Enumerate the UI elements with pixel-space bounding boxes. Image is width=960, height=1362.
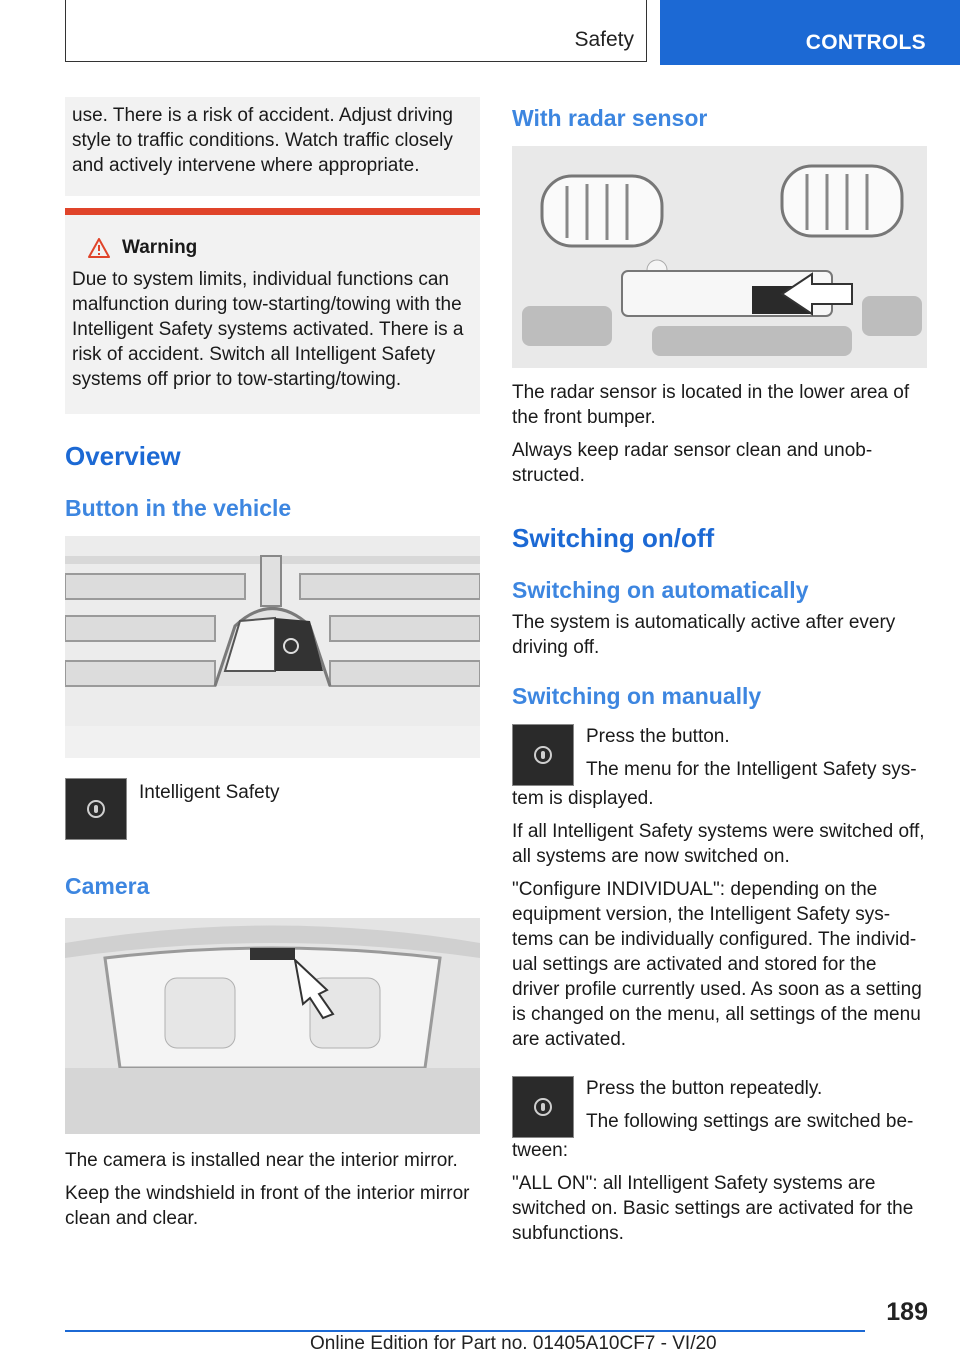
repeat-paragraph-1: Press the button repeatedly.: [586, 1078, 823, 1099]
camera-illustration: [65, 918, 480, 1134]
header-section-title: Safety: [574, 28, 634, 51]
intelligent-safety-icon: [65, 778, 127, 840]
radar-paragraph-2: Always keep radar sensor clean and unob-structed.: [512, 440, 873, 486]
intelligent-safety-icon: [512, 724, 574, 786]
switching-heading: Switching on/off: [512, 523, 715, 553]
warning-triangle-icon: [88, 238, 110, 258]
header-frame: [65, 0, 647, 62]
note-text: use. There is a risk of accident. Adjust driving style to traffic conditions. Watch traffic closely and actively intervene where appropriate.: [72, 105, 453, 176]
camera-paragraph-1: The camera is installed near the interior mirror.: [65, 1150, 458, 1171]
repeat-paragraph-3: "ALL ON": all Intelligent Safety systems are switched on. Basic settings are activated for the subfunctions.: [512, 1173, 914, 1244]
camera-paragraph-2: Keep the windshield in front of the interior mirror clean and clear.: [65, 1183, 470, 1229]
button-heading: Button in the vehicle: [65, 495, 292, 521]
radar-heading: With radar sensor: [512, 105, 708, 131]
repeat-paragraph-2a: The following settings are switched be-: [586, 1111, 914, 1132]
manual-heading: Switching on manually: [512, 683, 762, 709]
repeat-button-row: [512, 1076, 927, 1138]
camera-heading: Camera: [65, 873, 150, 899]
header-chapter-tab[interactable]: CONTROLS: [660, 0, 960, 65]
button-legend-row: [65, 778, 480, 840]
warning-title: Warning: [122, 237, 198, 258]
warning-header: [88, 237, 472, 259]
auto-paragraph: The system is automatically active after every driving off.: [512, 612, 896, 658]
manual-paragraph-2b: tem is displayed.: [512, 788, 654, 809]
manual-paragraph-3: If all Intelligent Safety systems were switched off, all systems are now switched on.: [512, 821, 925, 867]
note-box: [65, 97, 480, 196]
manual-paragraph-4: "Configure INDIVIDUAL": depending on the equipment version, the Intelligent Safety sys-tems can be individually configured. The individ-ual settings are activated and stored for the driver profile currently used. As soon as a setting is changed on the menu, all settings of the menu are activated.: [512, 879, 922, 1050]
overview-heading: Overview: [65, 441, 181, 471]
repeat-paragraph-2b: tween:: [512, 1140, 568, 1161]
page-number: 189: [886, 1298, 928, 1326]
manual-button-row: [512, 724, 927, 786]
radar-paragraph-1: The radar sensor is located in the lower area of the front bumper.: [512, 382, 910, 428]
footer-edition: Online Edition for Part no. 01405A10CF7 - VI/20: [310, 1333, 717, 1354]
warning-text: Due to system limits, individual functions can malfunction during tow-starting/towing with the Intelligent Safety systems activated. There is a risk of accident. Switch all Intelligent Safety systems off prior to tow-starting/towing.: [72, 269, 464, 390]
button-legend-label: Intelligent Safety: [139, 782, 280, 803]
left-column: [65, 97, 480, 1231]
radar-sensor-illustration: [512, 146, 927, 368]
manual-paragraph-2a: The menu for the Intelligent Safety sys-: [586, 759, 917, 780]
warning-box: [65, 208, 480, 414]
footer-divider: [65, 1330, 865, 1332]
manual-paragraph-1: Press the button.: [586, 726, 730, 747]
right-column: [512, 97, 927, 1246]
intelligent-safety-icon: [512, 1076, 574, 1138]
auto-heading: Switching on automatically: [512, 577, 809, 603]
vehicle-button-illustration: [65, 536, 480, 758]
